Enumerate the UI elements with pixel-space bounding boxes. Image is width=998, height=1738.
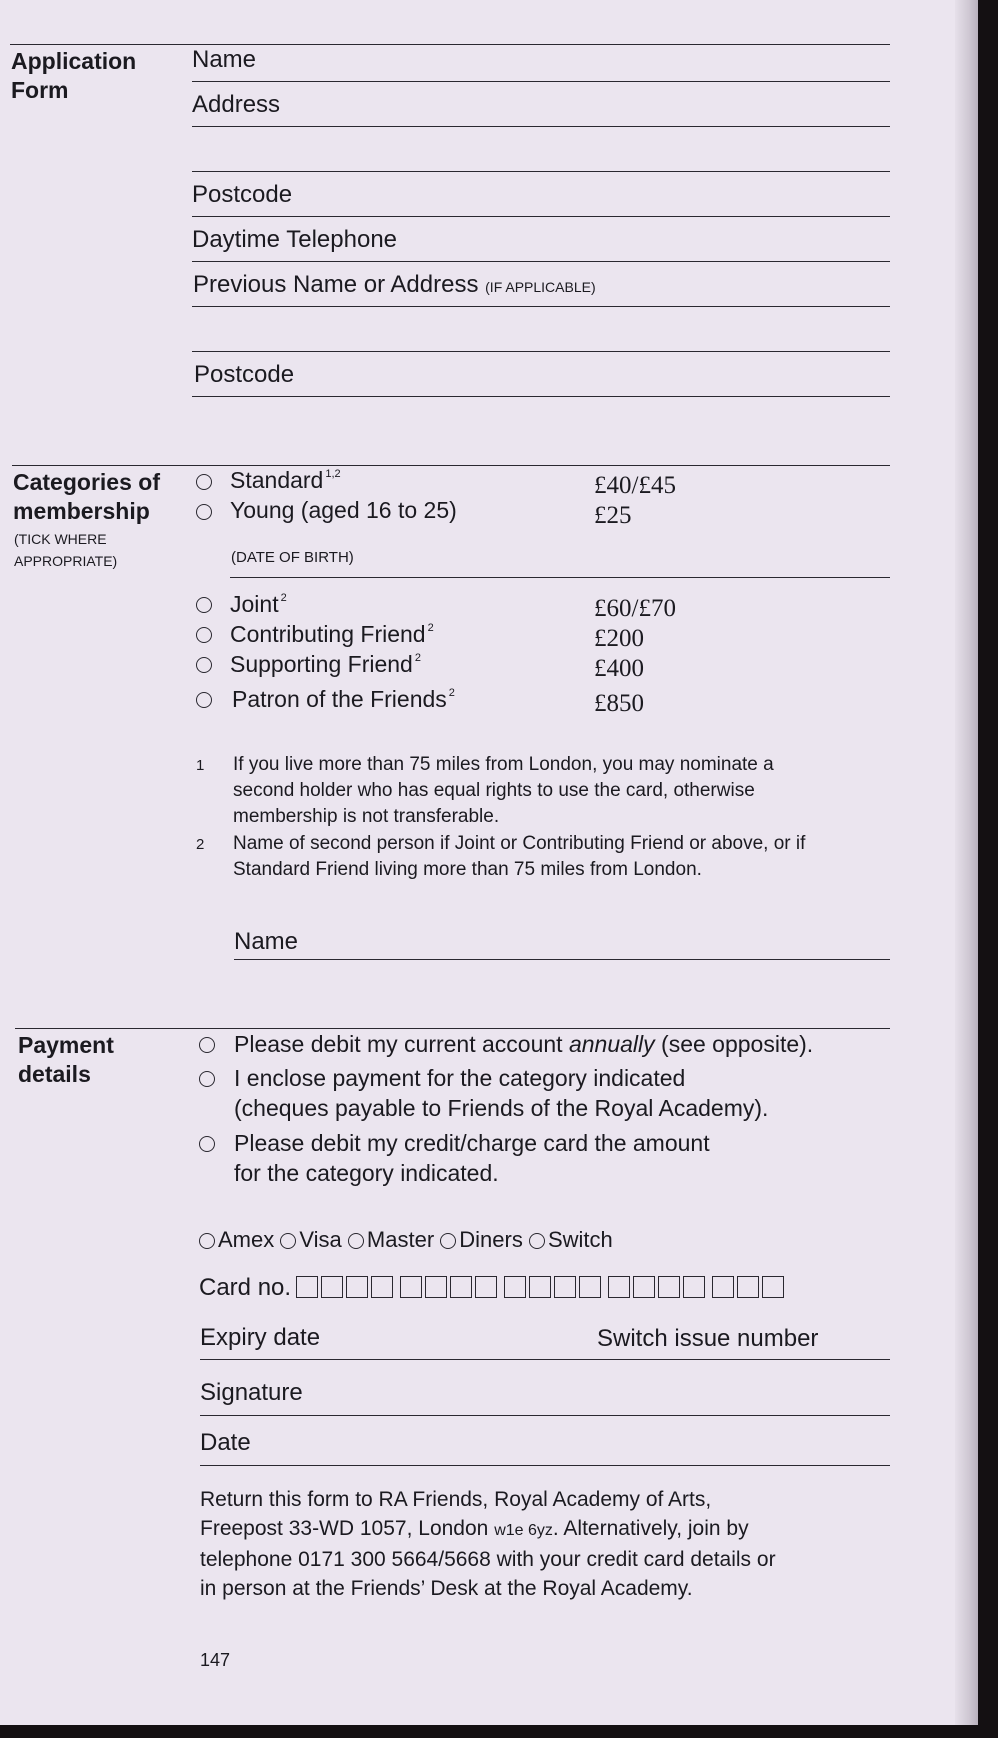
card-digit-box[interactable] — [633, 1276, 655, 1298]
daytime-telephone-label: Daytime Telephone — [192, 226, 398, 253]
previous-name-field[interactable] — [192, 306, 890, 307]
card-digit-box[interactable] — [608, 1276, 630, 1298]
categories-heading: Categories of membership — [13, 469, 160, 524]
card-digit-box[interactable] — [658, 1276, 680, 1298]
card-payment-radio[interactable] — [199, 1136, 215, 1152]
joint-option: Joint $^2$ — [230, 591, 287, 617]
card-payment-option-line2: for the category indicated. — [234, 1160, 499, 1186]
amex-label: Amex — [218, 1227, 275, 1252]
card-number-group — [712, 1276, 784, 1298]
name-field[interactable] — [192, 81, 890, 82]
card-digit-box[interactable] — [346, 1276, 368, 1298]
supporting-price: £400 — [594, 655, 644, 682]
card-digit-box[interactable] — [400, 1276, 422, 1298]
card-digit-box[interactable] — [425, 1276, 447, 1298]
section-divider — [12, 465, 890, 466]
tick-where-appropriate: (TICK WHERE APPROPRIATE) — [14, 531, 118, 569]
footnote-2-text: Name of second person if Joint or Contributing Friend or above, or if Standard Friend living more than 75 miles from London. — [233, 833, 806, 880]
address-label: Address — [192, 91, 281, 118]
date-of-birth-label: (DATE OF BIRTH) — [231, 549, 354, 566]
return-line-2: Freepost 33-WD 1057, London w1e 6yz. Alternatively, join by — [200, 1517, 749, 1540]
footnote-1-number: 1 — [196, 757, 205, 774]
card-digit-box[interactable] — [762, 1276, 784, 1298]
postcode2-field[interactable] — [192, 396, 890, 397]
contributing-price: £200 — [594, 625, 644, 652]
footnote-1-text: If you live more than 75 miles from London, you may nominate a second holder who has equal rights to use the card, otherwise membership is not transferable. — [233, 754, 774, 827]
card-digit-box[interactable] — [737, 1276, 759, 1298]
card-number-group — [296, 1276, 393, 1298]
card-digit-box[interactable] — [450, 1276, 472, 1298]
address-field-line2[interactable] — [192, 171, 890, 172]
diners-label: Diners — [459, 1227, 523, 1252]
card-digit-box[interactable] — [475, 1276, 497, 1298]
contributing-radio[interactable] — [196, 627, 212, 643]
name-label: Name — [192, 46, 257, 73]
supporting-radio[interactable] — [196, 657, 212, 673]
if-applicable-note: (IF APPLICABLE) — [485, 279, 596, 295]
card-digit-box[interactable] — [712, 1276, 734, 1298]
card-payment-option: Please debit my credit/charge card the amount — [234, 1130, 710, 1156]
card-number-group — [400, 1276, 497, 1298]
card-number-group — [504, 1276, 601, 1298]
standard-price: £40/£45 — [594, 472, 676, 499]
date-field[interactable] — [200, 1465, 890, 1466]
section-divider — [10, 44, 890, 45]
young-price: £25 — [594, 502, 632, 529]
return-instructions — [200, 1485, 890, 1603]
page-number: 147 — [200, 1650, 231, 1670]
young-option: Young (aged 16 to 25) — [230, 497, 457, 523]
card-digit-box[interactable] — [683, 1276, 705, 1298]
standard-option: Standard $^{1,2}$ — [230, 467, 341, 493]
second-holder-name-field[interactable] — [234, 959, 890, 960]
postcode-field[interactable] — [192, 216, 890, 217]
visa-label: Visa — [299, 1227, 342, 1252]
switch-issue-number-label: Switch issue number — [597, 1325, 819, 1352]
patron-price: £850 — [594, 690, 644, 717]
young-radio[interactable] — [196, 504, 212, 520]
postcode-label: Postcode — [192, 181, 293, 208]
card-digit-box[interactable] — [296, 1276, 318, 1298]
page-edge — [955, 0, 978, 1725]
signature-label: Signature — [200, 1379, 303, 1406]
postcode2-label: Postcode — [194, 361, 295, 388]
patron-radio[interactable] — [196, 692, 212, 708]
card-type-options — [199, 1227, 613, 1253]
application-form-heading: Application Form — [11, 48, 137, 103]
standard-radio[interactable] — [196, 474, 212, 490]
card-number-boxes — [296, 1276, 784, 1298]
card-digit-box[interactable] — [371, 1276, 393, 1298]
master-label: Master — [366, 1227, 435, 1252]
patron-option: Patron of the Friends $^2$ — [232, 686, 455, 712]
card-digit-box[interactable] — [529, 1276, 551, 1298]
diners-radio[interactable] — [440, 1233, 456, 1249]
section-divider — [15, 1028, 890, 1029]
telephone-field[interactable] — [192, 261, 890, 262]
supporting-option: Supporting Friend $^2$ — [230, 651, 421, 677]
return-line-1: Return this form to RA Friends, Royal Academy of Arts, — [200, 1488, 712, 1511]
card-number-group — [608, 1276, 705, 1298]
enclose-payment-radio[interactable] — [199, 1071, 215, 1087]
date-of-birth-field[interactable] — [230, 577, 890, 578]
master-radio[interactable] — [348, 1233, 364, 1249]
card-no-label: Card no. — [199, 1274, 292, 1301]
joint-price: £60/£70 — [594, 595, 676, 622]
payment-heading: Payment details — [18, 1032, 114, 1087]
previous-address-field[interactable] — [192, 351, 890, 352]
return-line-3: telephone 0171 300 5664/5668 with your credit card details or — [200, 1548, 776, 1571]
debit-annually-radio[interactable] — [199, 1037, 215, 1053]
switch-radio[interactable] — [529, 1233, 545, 1249]
card-digit-box[interactable] — [554, 1276, 576, 1298]
card-digit-box[interactable] — [504, 1276, 526, 1298]
footnote-2-number: 2 — [196, 836, 205, 853]
signature-field[interactable] — [200, 1415, 890, 1416]
previous-name-label: Previous Name or Address (IF APPLICABLE) — [193, 271, 596, 298]
expiry-date-label: Expiry date — [200, 1324, 321, 1351]
joint-radio[interactable] — [196, 597, 212, 613]
card-digit-box[interactable] — [321, 1276, 343, 1298]
card-digit-box[interactable] — [579, 1276, 601, 1298]
debit-annually-option: Please debit my current account annually (see opposite). — [234, 1031, 814, 1057]
contributing-option: Contributing Friend $^2$ — [230, 621, 434, 647]
return-line-4: in person at the Friends’ Desk at the Royal Academy. — [200, 1577, 693, 1600]
visa-radio[interactable] — [280, 1233, 296, 1249]
expiry-date-field[interactable] — [200, 1359, 890, 1360]
second-holder-name-label: Name — [234, 928, 299, 955]
enclose-payment-option: I enclose payment for the category indicated — [234, 1065, 686, 1091]
enclose-payment-option-line2: (cheques payable to Friends of the Royal Academy). — [234, 1095, 769, 1121]
date-label: Date — [200, 1429, 251, 1456]
switch-label: Switch — [547, 1227, 613, 1252]
address-field[interactable] — [192, 126, 890, 127]
amex-radio[interactable] — [199, 1233, 215, 1249]
